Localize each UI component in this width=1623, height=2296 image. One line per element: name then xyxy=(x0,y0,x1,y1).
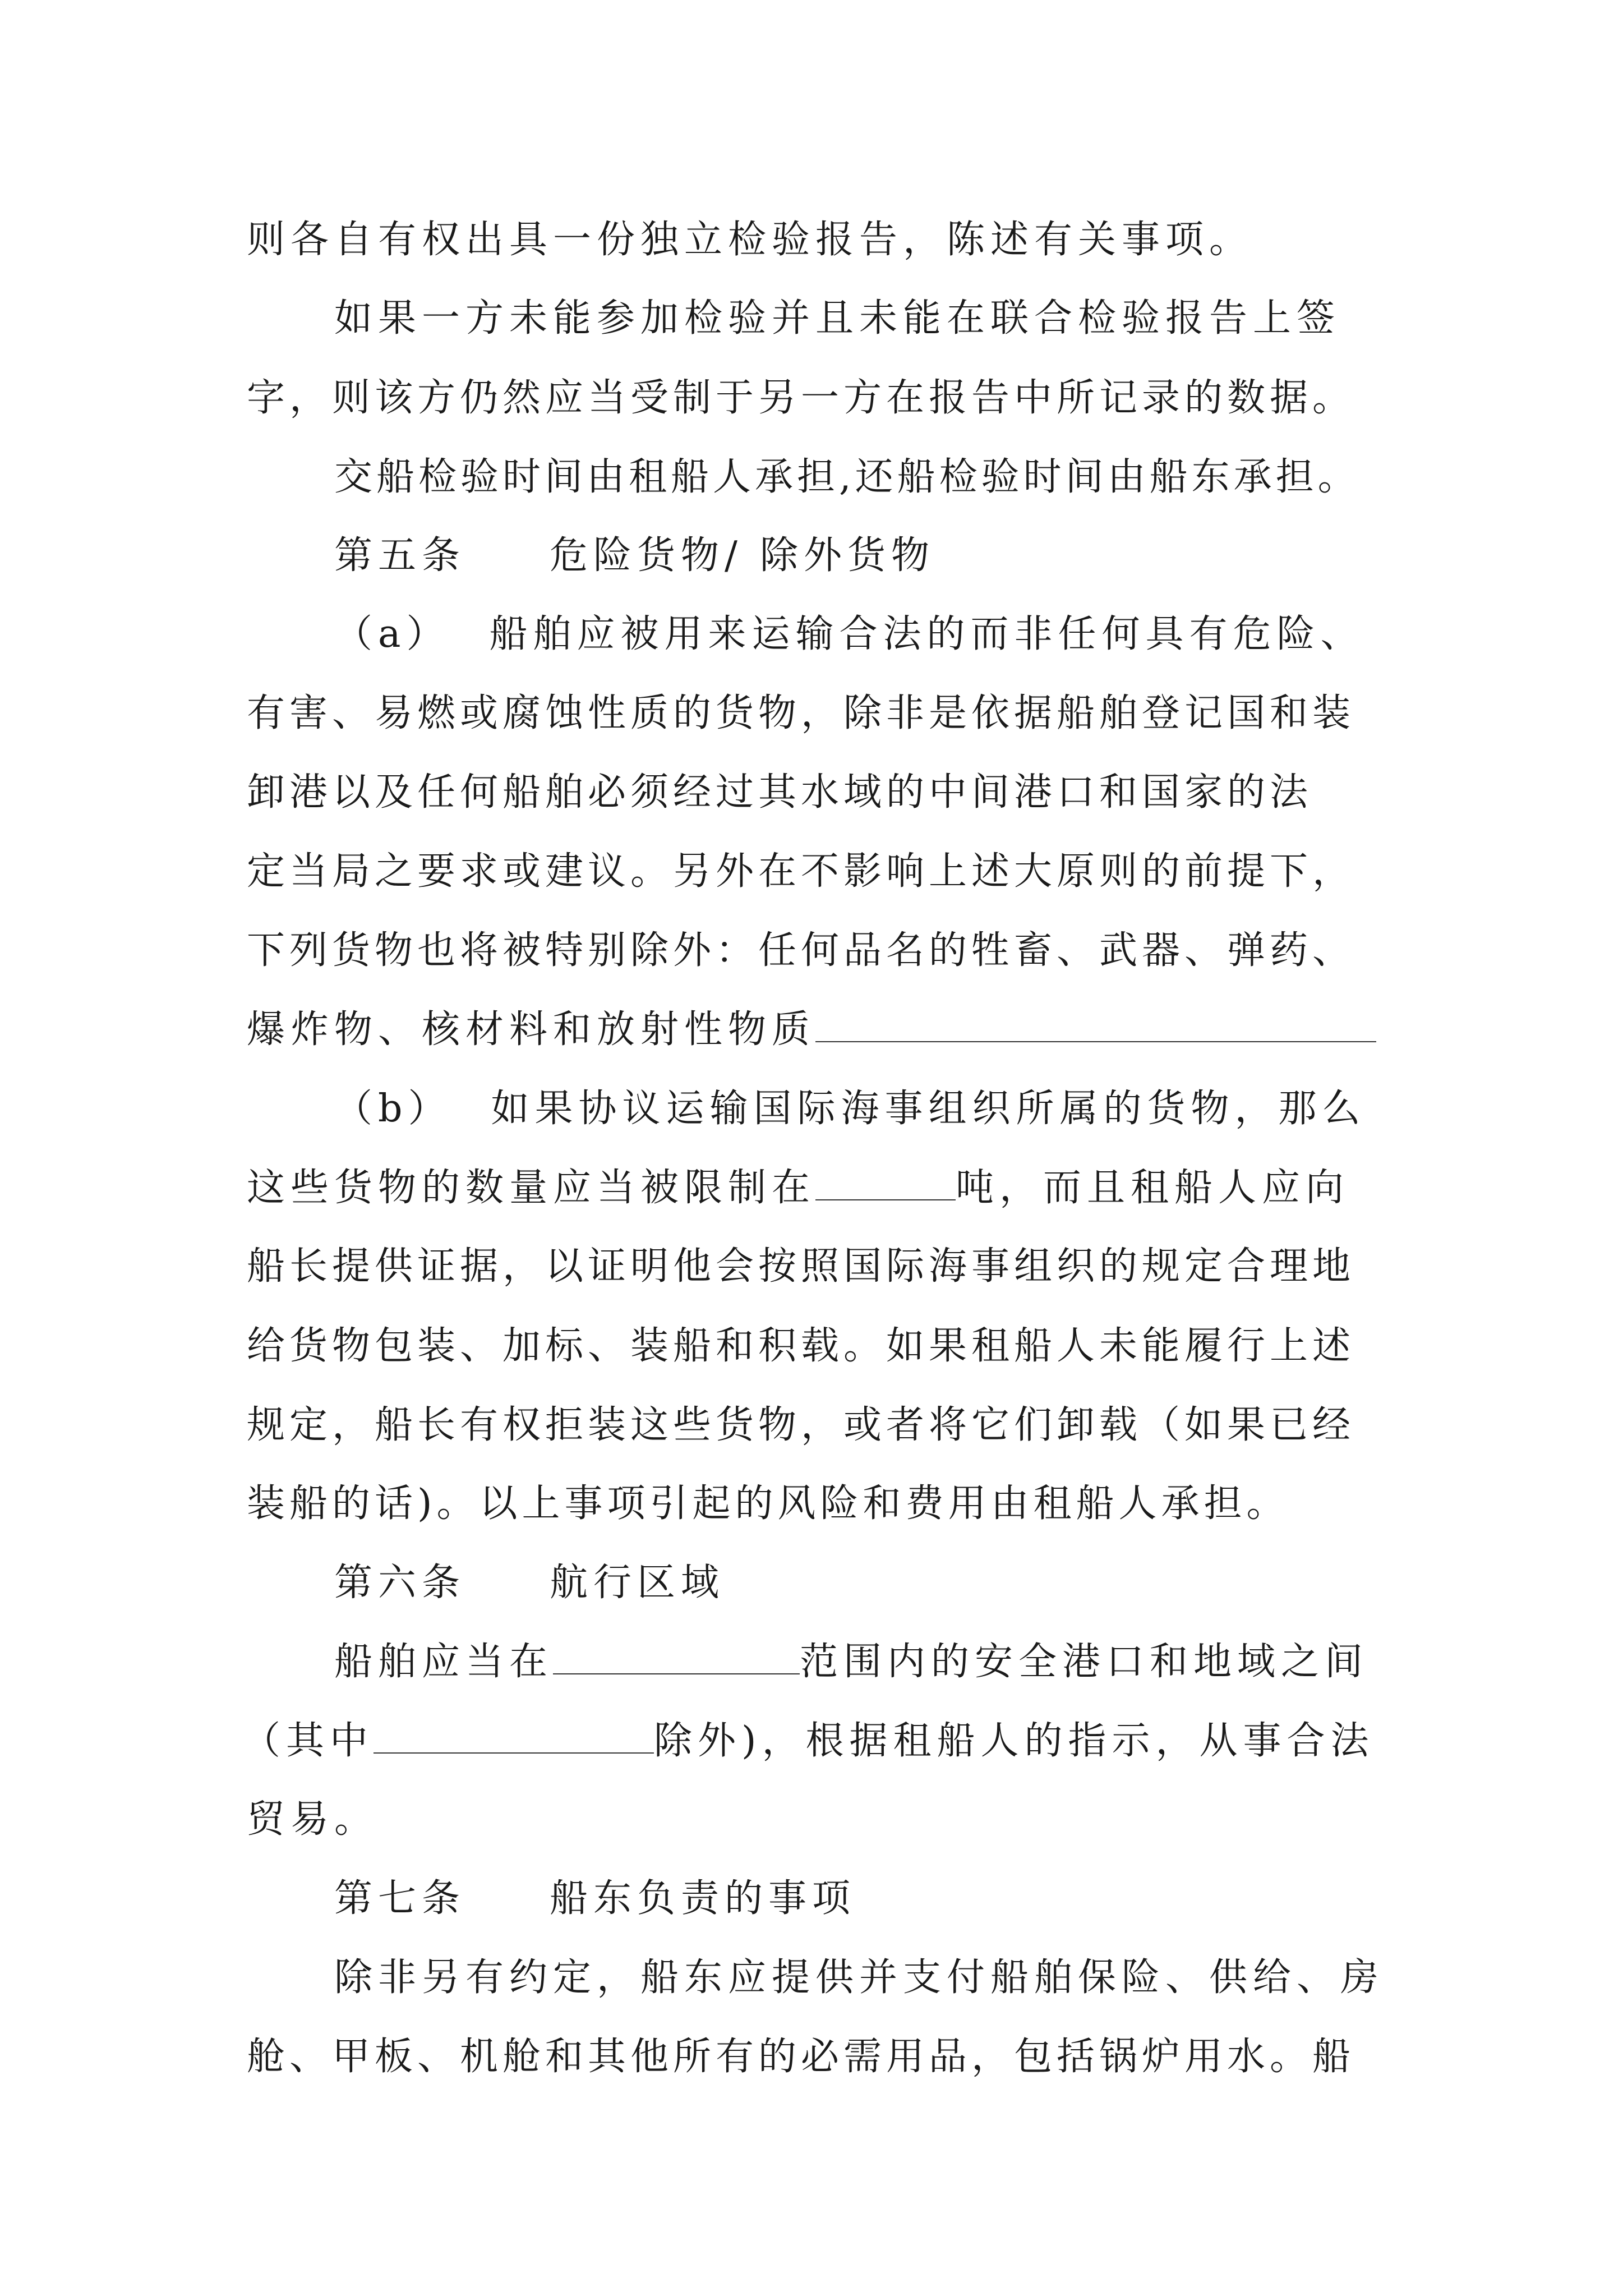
paragraph-line xyxy=(247,2032,1355,2082)
article-title: 航行区域 xyxy=(550,1561,725,1605)
text: 下列货物也将被特别除外：任何品名的牲畜、武器、弹药、 xyxy=(247,928,1355,973)
text: 规定，船长有权拒装这些货物，或者将它们卸载（如果已经 xyxy=(247,1403,1355,1447)
paragraph-line xyxy=(247,1479,1289,1529)
text: 除外)，根据租船人的指示，从事合法 xyxy=(654,1719,1375,1763)
paragraph-line xyxy=(247,688,1355,739)
paragraph-line xyxy=(247,215,1253,265)
paragraph-line xyxy=(242,1716,1375,1766)
text: 范围内的安全港口和地域之间 xyxy=(800,1640,1369,1684)
article-number: 第七条 xyxy=(334,1876,466,1921)
paragraph-line xyxy=(247,846,1355,897)
text: 舱、甲板、机舱和其他所有的必需用品，包括锅炉用水。船 xyxy=(247,2035,1355,2079)
paragraph-line xyxy=(334,452,1360,503)
fill-in-blank xyxy=(815,1006,1376,1042)
paragraph-line xyxy=(247,1163,1349,1213)
paragraph-line xyxy=(247,373,1355,424)
paragraph-line xyxy=(247,1400,1355,1451)
item-marker: （b） xyxy=(334,1087,452,1131)
text: 这些货物的数量应当被限制在 xyxy=(247,1166,816,1210)
article-title: 危险货物/ xyxy=(550,533,743,578)
paragraph-line xyxy=(334,1953,1384,2003)
article-heading-7 xyxy=(334,1874,856,1924)
paragraph-line xyxy=(247,1321,1355,1372)
text: 船舶应当在 xyxy=(334,1640,554,1684)
text: 如果一方未能参加检验并且未能在联合检验报告上签 xyxy=(334,296,1341,341)
text: 船舶应被用来运输合法的而非任何具有危险、 xyxy=(489,612,1364,656)
paragraph-line xyxy=(247,767,1312,818)
fill-in-blank xyxy=(553,1639,800,1674)
text: 除非另有约定，船东应提供并支付船舶保险、供给、房 xyxy=(334,1955,1385,2000)
text: 字，则该方仍然应当受制于另一方在报告中所记录的数据。 xyxy=(247,376,1355,420)
paragraph-line xyxy=(334,1084,1366,1134)
text: 给货物包装、加标、装船和积载。如果租船人未能履行上述 xyxy=(247,1324,1355,1368)
paragraph-line xyxy=(247,926,1355,976)
text: 有害、易燃或腐蚀性质的货物，除非是依据船舶登记国和装 xyxy=(247,691,1355,735)
article-heading-6 xyxy=(334,1558,725,1608)
text: 贸易。 xyxy=(247,1797,379,1842)
paragraph-line xyxy=(334,609,1364,660)
article-number: 第五条 xyxy=(334,533,466,578)
text: 吨，而且租船人应向 xyxy=(956,1166,1350,1210)
paragraph-line xyxy=(334,1637,1368,1687)
item-marker: （a） xyxy=(334,612,450,656)
fill-in-blank xyxy=(374,1718,654,1754)
article-title-part: 除外货物 xyxy=(759,533,935,578)
paragraph-line xyxy=(247,1241,1355,1292)
text: 交船检验时间由租船人承担,还船检验时间由船东承担。 xyxy=(334,455,1360,499)
paragraph-line xyxy=(247,1005,1376,1055)
text: 装船的话)。以上事项引起的风险和费用由租船人承担。 xyxy=(247,1481,1289,1526)
paragraph-line xyxy=(334,293,1340,344)
article-title: 船东负责的事项 xyxy=(550,1876,856,1921)
text: 船长提供证据，以证明他会按照国际海事组织的规定合理地 xyxy=(247,1244,1355,1289)
paragraph-line xyxy=(247,1795,378,1845)
fill-in-blank xyxy=(815,1165,956,1200)
text: （其中 xyxy=(242,1719,374,1763)
text: 爆炸物、核材料和放射性物质 xyxy=(247,1007,816,1052)
text: 卸港以及任何船舶必须经过其水域的中间港口和国家的法 xyxy=(247,770,1313,815)
article-number: 第六条 xyxy=(334,1561,466,1605)
text: 如果协议运输国际海事组织所属的货物，那么 xyxy=(491,1087,1366,1131)
article-heading-5 xyxy=(334,531,935,581)
text: 则各自有权出具一份独立检验报告，陈述有关事项。 xyxy=(247,218,1253,262)
text: 定当局之要求或建议。另外在不影响上述大原则的前提下， xyxy=(247,849,1355,894)
